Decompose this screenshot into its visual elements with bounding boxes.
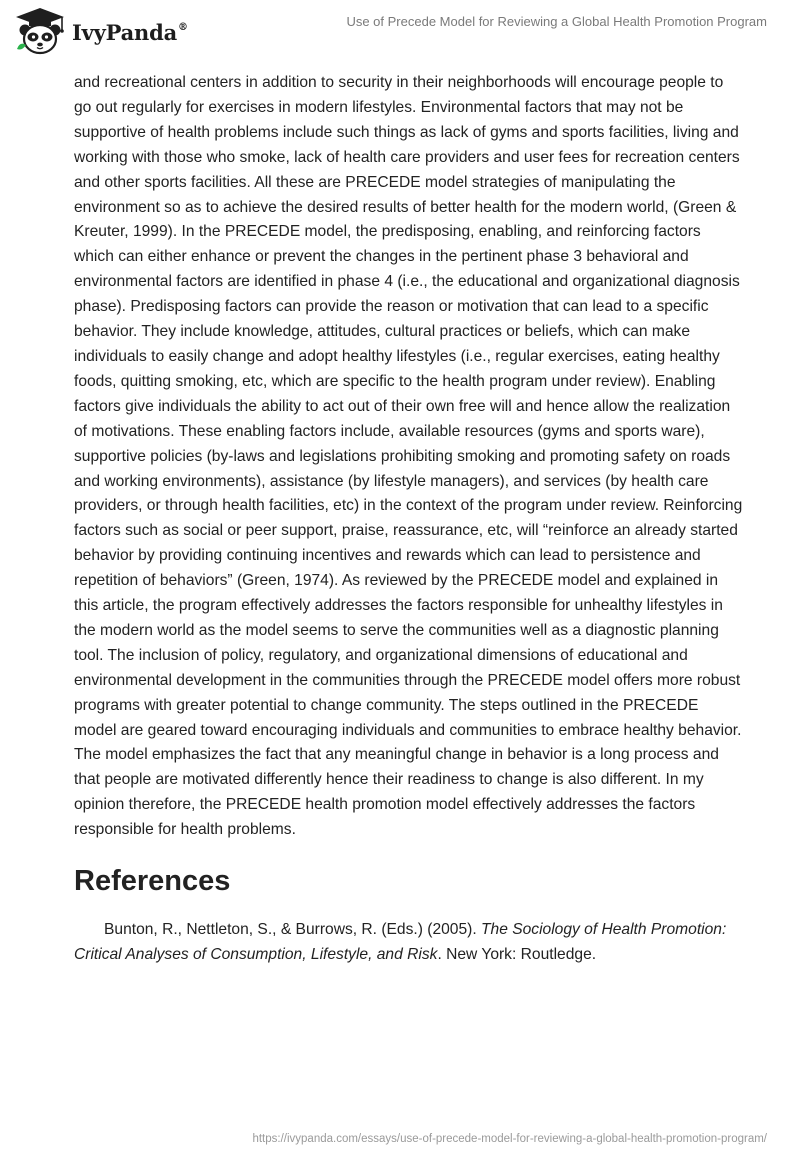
essay-content <box>74 71 744 967</box>
brand-name: IvyPanda® <box>72 19 188 45</box>
panda-graduate-icon <box>14 6 66 56</box>
reference-title: The Sociology of Health Promotion: Critical Analyses of Consumption, Lifestyle, and Risk <box>74 921 727 964</box>
registered-mark: ® <box>178 21 188 33</box>
ivypanda-logo[interactable] <box>14 6 188 56</box>
page-header <box>0 0 800 62</box>
reference-entry <box>74 917 744 967</box>
references-heading: References <box>74 865 231 898</box>
document-title: Use of Precede Model for Reviewing a Global Health Promotion Program <box>346 14 767 29</box>
reference-authors: Bunton, R., Nettleton, S., & Burrows, R. (Eds.) (2005). <box>104 921 481 939</box>
reference-publisher: . New York: Routledge. <box>437 946 597 964</box>
source-url[interactable]: https://ivypanda.com/essays/use-of-precede-model-for-reviewing-a-global-health-promotion-program/ <box>252 1133 767 1145</box>
body-paragraph: and recreational centers in addition to security in their neighborhoods will encourage people to go out regularly for exercises in modern lifestyles. Environmental factors that may not be supportive of health problems include such things as lack of gyms and sports facilities, living and working with those who smoke, lack of health care providers and user fees for recreation centers and other sports facilities. All these are PRECEDE model strategies of manipulating the environment so as to achieve the desired results of better health for the modern world, (Green & Kreuter, 1999). In the PRECEDE model, the predisposing, enabling, and reinforcing factors which can either enhance or prevent the changes in the pertinent phase 3 behavioral and environmental factors are identified in phase 4 (i.e., the educational and organizational diagnosis phase). Predisposing factors can provide the reason or motivation that can lead to a specific behavior. They include knowledge, attitudes, cultural practices or beliefs, which can make individuals to easily change and adopt healthy lifestyles (i.e., regular exercises, eating healthy foods, quitting smoking, etc, which are specific to the health program under review). Enabling factors give individuals the ability to act out of their own free will and hence allow the realization of motivations. These enabling factors include, available resources (gyms and sports ware), supportive policies (by-laws and legislations prohibiting smoking and promoting safety on roads and working environments), assistance (by lifestyle managers), and services (by health care providers, or through health facilities, etc) in the context of the program under review. Reinforcing factors such as social or peer support, praise, reassurance, etc, will “reinforce an already started behavior by providing continuing incentives and rewards which can lead to persistence and repetition of behaviors” (Green, 1974). As reviewed by the PRECEDE model and explained in this article, the program effectively addresses the factors responsible for unhealthy lifestyles in the modern world as the model seems to serve the communities well as a diagnostic planning tool. The inclusion of policy, regulatory, and organizational dimensions of educational and environmental development in the communities through the PRECEDE model offers more robust programs with greater potential to change community. The steps outlined in the PRECEDE model are geared toward encouraging individuals and communities to embrace healthy behavior. The model emphasizes the fact that any meaningful change in behavior is a long process and that people are motivated differently hence their readiness to change is also different. In my opinion therefore, the PRECEDE health promotion model effectively addresses the factors responsible for health problems. <box>74 74 743 839</box>
